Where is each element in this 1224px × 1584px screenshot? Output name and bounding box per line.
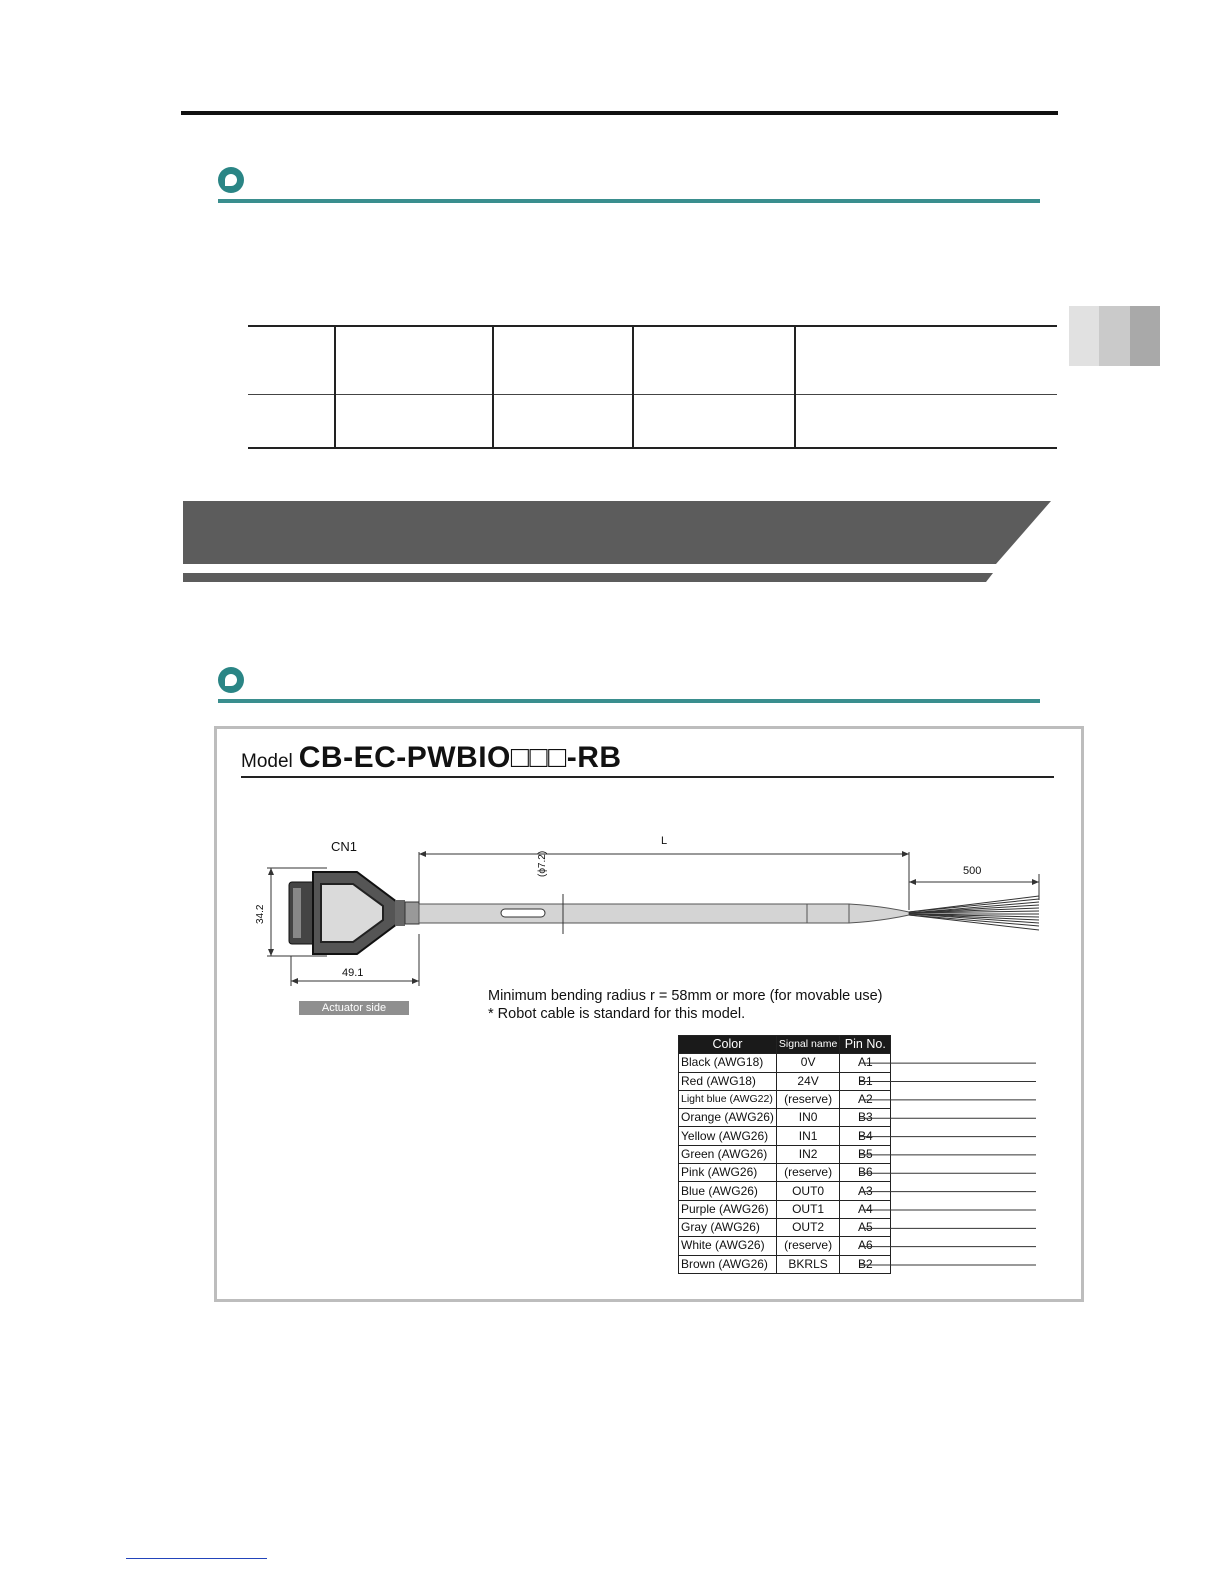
table-row — [679, 1182, 891, 1200]
table-row — [679, 1072, 891, 1090]
wire-color-cell: Pink (AWG26) — [679, 1164, 777, 1182]
section-heading-1 — [218, 167, 1040, 203]
signal-name-cell: OUT0 — [776, 1182, 839, 1200]
pin-number-cell: A3 — [840, 1182, 891, 1200]
table-cell — [493, 394, 633, 448]
wire-color-cell: Light blue (AWG22) — [679, 1090, 777, 1108]
table-row — [679, 1164, 891, 1182]
table-cell — [795, 394, 1057, 448]
table-cell — [248, 394, 335, 448]
pin-number-cell: B4 — [840, 1127, 891, 1145]
pin-number-cell: A4 — [840, 1200, 891, 1218]
model-code: CB-EC-PWBIO□□□-RB — [298, 741, 622, 774]
header-rule — [181, 111, 1058, 115]
table-row — [679, 1054, 891, 1072]
chapter-banner — [183, 501, 1051, 584]
table-row — [679, 1090, 891, 1108]
table-row — [679, 1127, 891, 1145]
pin-number-cell: B3 — [840, 1109, 891, 1127]
length-dimension: L — [661, 835, 668, 847]
signal-name-cell: OUT1 — [776, 1200, 839, 1218]
cable-figure — [214, 726, 1084, 1302]
pin-number-cell: A2 — [840, 1090, 891, 1108]
diameter-dimension: (ϕ7.2) — [537, 850, 548, 877]
table-cell — [795, 326, 1057, 394]
model-label: Model — [241, 751, 293, 772]
signal-name-cell: 24V — [776, 1072, 839, 1090]
model-title — [241, 741, 622, 781]
table-row — [679, 1237, 891, 1255]
robot-cable-note: * Robot cable is standard for this model. — [488, 1006, 746, 1022]
wire-color-cell: Brown (AWG26) — [679, 1255, 777, 1273]
signal-name-cell: 0V — [776, 1054, 839, 1072]
signal-name-cell: BKRLS — [776, 1255, 839, 1273]
table-row — [248, 394, 1057, 448]
pin-number-cell: A6 — [840, 1237, 891, 1255]
wire-color-cell: Red (AWG18) — [679, 1072, 777, 1090]
table-cell — [633, 394, 795, 448]
pin-number-cell: B6 — [840, 1164, 891, 1182]
wire-lead-lines — [860, 1035, 1040, 1275]
table-row — [679, 1145, 891, 1163]
pin-number-cell: A5 — [840, 1218, 891, 1236]
pin-number-cell: B5 — [840, 1145, 891, 1163]
section-underline — [218, 199, 1040, 203]
bending-radius-note: Minimum bending radius r = 58mm or more (for movable use) — [488, 988, 883, 1004]
table-row — [679, 1255, 891, 1273]
table-cell — [248, 326, 335, 394]
column-header-color: Color — [679, 1036, 777, 1054]
spec-table — [248, 325, 1057, 449]
wire-color-cell: Yellow (AWG26) — [679, 1127, 777, 1145]
wire-color-cell: Black (AWG18) — [679, 1054, 777, 1072]
strip-length-dimension: 500 — [963, 865, 982, 877]
actuator-side-badge: Actuator side — [299, 1001, 409, 1015]
width-dimension: 49.1 — [342, 967, 364, 979]
table-row — [248, 326, 1057, 394]
wire-color-cell: Purple (AWG26) — [679, 1200, 777, 1218]
wire-color-cell: Green (AWG26) — [679, 1145, 777, 1163]
signal-name-cell: (reserve) — [776, 1164, 839, 1182]
table-cell — [335, 394, 493, 448]
wire-color-cell: Orange (AWG26) — [679, 1109, 777, 1127]
signal-name-cell: OUT2 — [776, 1218, 839, 1236]
section-underline — [218, 699, 1040, 703]
footer-link-underline[interactable] — [126, 1558, 267, 1559]
wire-color-cell: Blue (AWG26) — [679, 1182, 777, 1200]
column-header-signal: Signal name — [776, 1036, 839, 1054]
signal-name-cell: IN1 — [776, 1127, 839, 1145]
chapter-index-tab[interactable] — [1069, 306, 1160, 366]
table-row — [679, 1109, 891, 1127]
signal-name-cell: (reserve) — [776, 1090, 839, 1108]
table-cell — [335, 326, 493, 394]
signal-name-cell: IN0 — [776, 1109, 839, 1127]
table-cell — [633, 326, 795, 394]
wire-color-cell: White (AWG26) — [679, 1237, 777, 1255]
pin-number-cell: A1 — [840, 1054, 891, 1072]
table-row — [679, 1200, 891, 1218]
section-marker-icon — [218, 667, 244, 693]
connector-label: CN1 — [331, 839, 358, 854]
table-row — [679, 1218, 891, 1236]
wire-table-header — [679, 1036, 891, 1054]
section-heading-2 — [218, 667, 1040, 703]
section-marker-icon — [218, 167, 244, 193]
signal-name-cell: (reserve) — [776, 1237, 839, 1255]
wire-color-cell: Gray (AWG26) — [679, 1218, 777, 1236]
height-dimension: 34.2 — [255, 904, 266, 924]
signal-name-cell: IN2 — [776, 1145, 839, 1163]
model-underline — [241, 776, 1054, 778]
table-cell — [493, 326, 633, 394]
pin-number-cell: B2 — [840, 1255, 891, 1273]
pin-number-cell: B1 — [840, 1072, 891, 1090]
column-header-pin: Pin No. — [840, 1036, 891, 1054]
